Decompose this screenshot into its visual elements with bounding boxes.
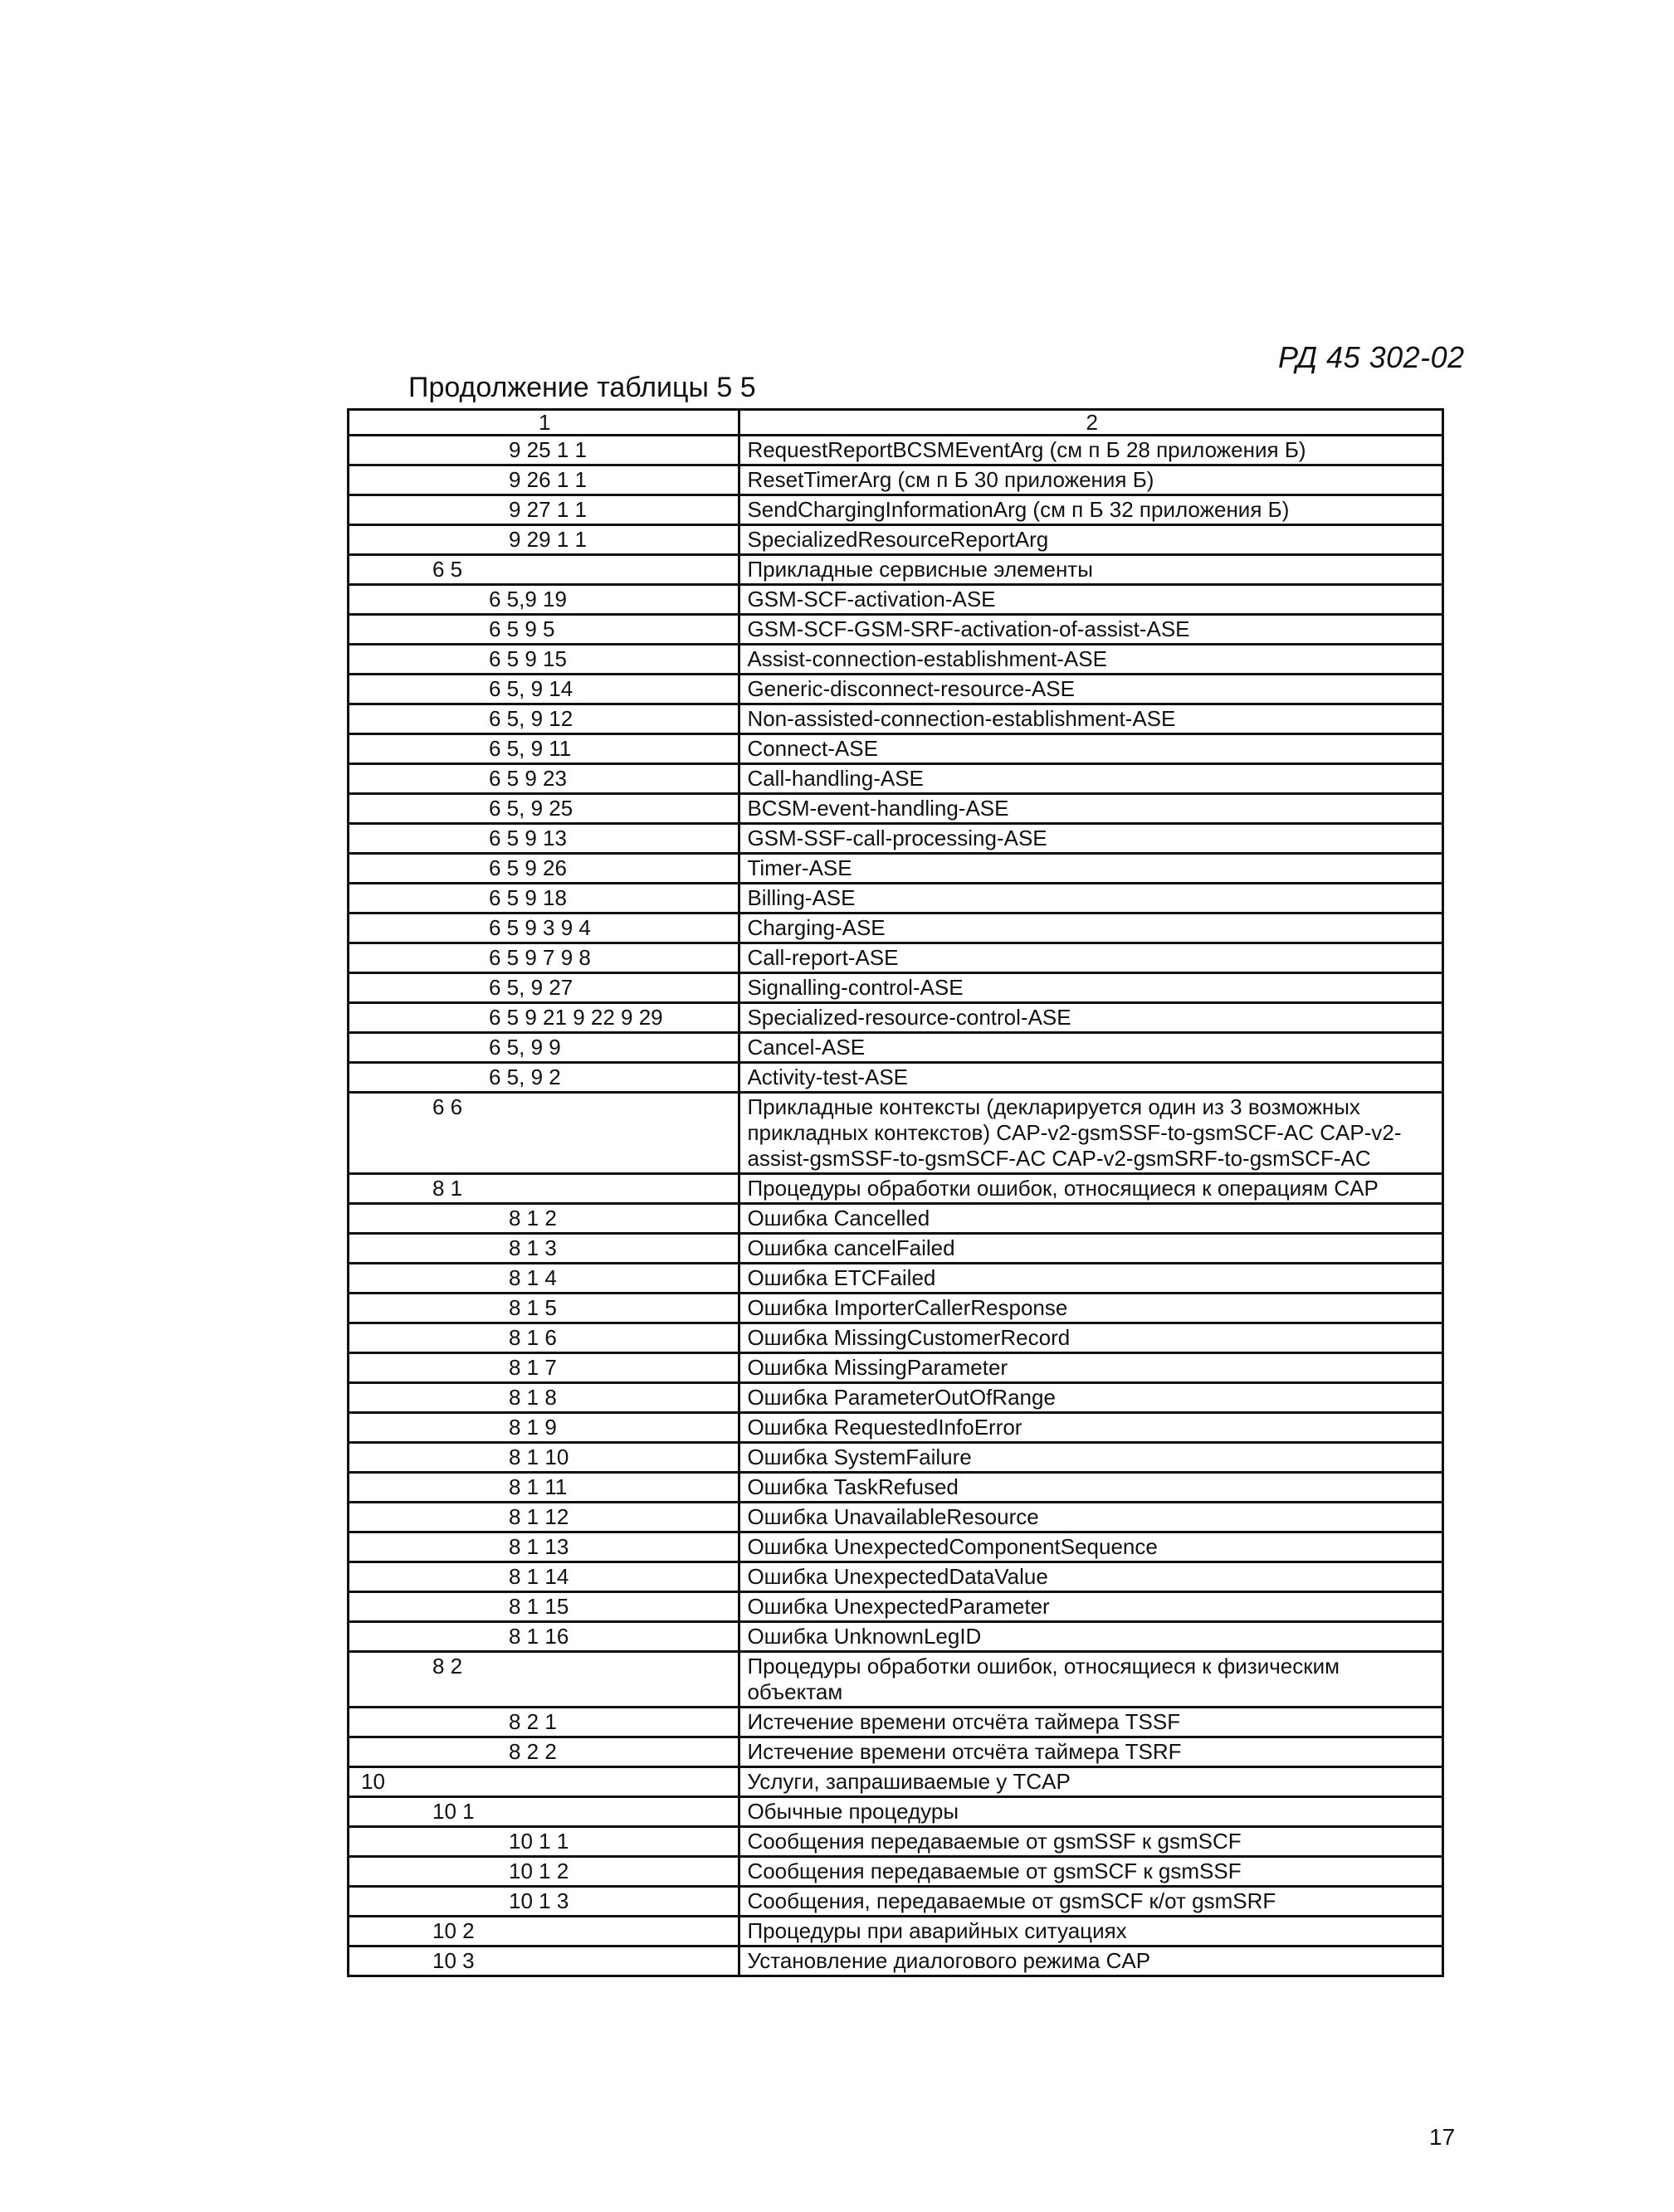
section-title: Cancel-ASE [739, 1033, 1443, 1063]
section-title: Connect-ASE [739, 734, 1443, 764]
table-row [349, 794, 1443, 824]
section-number: 6 5, 9 14 [349, 675, 739, 704]
section-title: Прикладные сервисные элементы [739, 555, 1443, 585]
column-header-2: 2 [739, 410, 1443, 436]
table-row [349, 1503, 1443, 1532]
section-number: 6 5, 9 12 [349, 704, 739, 734]
section-number: 8 1 15 [349, 1592, 739, 1622]
table-row [349, 1353, 1443, 1383]
section-title: Ошибка UnexpectedParameter [739, 1592, 1443, 1622]
section-title: Услуги, запрашиваемые у TCAP [739, 1767, 1443, 1797]
section-number: 6 5 9 3 9 4 [349, 914, 739, 943]
section-number: 6 5 [349, 555, 739, 585]
table-row [349, 1033, 1443, 1063]
table-row [349, 1562, 1443, 1592]
section-number: 8 1 2 [349, 1204, 739, 1234]
section-title: GSM-SCF-activation-ASE [739, 585, 1443, 615]
section-title: Assist-connection-establishment-ASE [739, 645, 1443, 675]
table-row [349, 973, 1443, 1003]
section-title: BCSM-event-handling-ASE [739, 794, 1443, 824]
section-number: 8 1 3 [349, 1234, 739, 1264]
section-number: 6 5 9 26 [349, 854, 739, 884]
table-row [349, 1652, 1443, 1708]
table-row [349, 1443, 1443, 1473]
section-title: Generic-disconnect-resource-ASE [739, 675, 1443, 704]
table-row [349, 914, 1443, 943]
table-row [349, 1532, 1443, 1562]
section-number: 8 1 10 [349, 1443, 739, 1473]
section-number: 8 1 6 [349, 1323, 739, 1353]
table-row [349, 1622, 1443, 1652]
section-title: Ошибка SystemFailure [739, 1443, 1443, 1473]
table-body [349, 410, 1443, 1976]
section-title: Ошибка ParameterOutOfRange [739, 1383, 1443, 1413]
table-row [349, 1063, 1443, 1093]
section-number: 6 5 9 5 [349, 615, 739, 645]
section-title: SpecializedResourceReportArg [739, 525, 1443, 555]
section-title: Ошибка RequestedInfoError [739, 1413, 1443, 1443]
section-title: Call-handling-ASE [739, 764, 1443, 794]
section-number: 8 1 11 [349, 1473, 739, 1503]
section-number: 6 6 [349, 1093, 739, 1174]
section-title: Обычные процедуры [739, 1797, 1443, 1827]
section-title: Истечение времени отсчёта таймера TSSF [739, 1708, 1443, 1737]
table-row [349, 1323, 1443, 1353]
table-row [349, 1827, 1443, 1857]
section-title: GSM-SSF-call-processing-ASE [739, 824, 1443, 854]
table-row [349, 764, 1443, 794]
table-row [349, 1003, 1443, 1033]
section-title: Specialized-resource-control-ASE [739, 1003, 1443, 1033]
section-title: Ошибка TaskRefused [739, 1473, 1443, 1503]
section-number: 6 5,9 19 [349, 585, 739, 615]
section-number: 8 2 1 [349, 1708, 739, 1737]
section-title: Истечение времени отсчёта таймера TSRF [739, 1737, 1443, 1767]
section-number: 10 1 [349, 1797, 739, 1827]
section-number: 6 5, 9 2 [349, 1063, 739, 1093]
table-row [349, 1767, 1443, 1797]
section-number: 10 1 2 [349, 1857, 739, 1887]
section-number: 6 5 9 13 [349, 824, 739, 854]
content-table [347, 408, 1444, 1977]
section-number: 6 5, 9 9 [349, 1033, 739, 1063]
section-title: Ошибка UnknownLegID [739, 1622, 1443, 1652]
section-number: 10 3 [349, 1946, 739, 1976]
table-caption: Продолжение таблицы 5 5 [408, 372, 756, 403]
table-row [349, 884, 1443, 914]
table-row [349, 1093, 1443, 1174]
section-number: 9 27 1 1 [349, 495, 739, 525]
section-number: 6 5 9 23 [349, 764, 739, 794]
section-number: 10 2 [349, 1917, 739, 1946]
table-row [349, 1946, 1443, 1976]
table-row [349, 615, 1443, 645]
section-title: Ошибка ImporterCallerResponse [739, 1294, 1443, 1323]
section-number: 10 [349, 1767, 739, 1797]
section-title: Activity-test-ASE [739, 1063, 1443, 1093]
table-row [349, 1887, 1443, 1917]
section-title: Ошибка cancelFailed [739, 1234, 1443, 1264]
table-row [349, 1737, 1443, 1767]
section-number: 6 5 9 7 9 8 [349, 943, 739, 973]
section-title: Ошибка ETCFailed [739, 1264, 1443, 1294]
section-number: 6 5 9 21 9 22 9 29 [349, 1003, 739, 1033]
section-title: Ошибка UnexpectedComponentSequence [739, 1532, 1443, 1562]
section-number: 8 1 16 [349, 1622, 739, 1652]
table-row [349, 675, 1443, 704]
document-code: РД 45 302-02 [1278, 340, 1465, 374]
section-number: 6 5, 9 25 [349, 794, 739, 824]
table-row [349, 824, 1443, 854]
table-row [349, 645, 1443, 675]
section-title: Non-assisted-connection-establishment-ASE [739, 704, 1443, 734]
table-row [349, 1857, 1443, 1887]
section-title: Процедуры обработки ошибок, относящиеся к физическим объектам [739, 1652, 1443, 1708]
section-number: 8 1 12 [349, 1503, 739, 1532]
section-title: Signalling-control-ASE [739, 973, 1443, 1003]
section-title: Charging-ASE [739, 914, 1443, 943]
table-row [349, 1383, 1443, 1413]
section-number: 10 1 3 [349, 1887, 739, 1917]
table-row [349, 1234, 1443, 1264]
section-title: Ошибка Cancelled [739, 1204, 1443, 1234]
table-row [349, 734, 1443, 764]
table-row [349, 585, 1443, 615]
section-title: Установление диалогового режима CAP [739, 1946, 1443, 1976]
section-title: Прикладные контексты (декларируется один из 3 возможных прикладных контекстов) CAP-v2-gsmSSF-to-gsmSCF-AC CAP-v2-assist-gsmSSF-to-gsmSCF-AC CAP-v2-gsmSRF-to-gsmSCF-AC [739, 1093, 1443, 1174]
table-row [349, 1294, 1443, 1323]
section-number: 9 29 1 1 [349, 525, 739, 555]
section-number: 6 5 9 15 [349, 645, 739, 675]
column-header-1: 1 [349, 410, 739, 436]
table-row [349, 1413, 1443, 1443]
section-title: Сообщения, передаваемые от gsmSCF к/от gsmSRF [739, 1887, 1443, 1917]
section-number: 8 2 [349, 1652, 739, 1708]
section-title: Сообщения передаваемые от gsmSCF к gsmSSF [739, 1857, 1443, 1887]
page-number: 17 [1429, 2124, 1456, 2150]
section-number: 6 5 9 18 [349, 884, 739, 914]
table-row [349, 1917, 1443, 1946]
table-row [349, 1708, 1443, 1737]
section-title: RequestReportBCSMEventArg (см п Б 28 приложения Б) [739, 436, 1443, 465]
section-number: 9 26 1 1 [349, 465, 739, 495]
table-header-row [349, 410, 1443, 436]
table-row [349, 854, 1443, 884]
section-title: GSM-SCF-GSM-SRF-activation-of-assist-ASE [739, 615, 1443, 645]
section-title: Процедуры при аварийных ситуациях [739, 1917, 1443, 1946]
table-row [349, 555, 1443, 585]
section-title: Call-report-ASE [739, 943, 1443, 973]
section-number: 9 25 1 1 [349, 436, 739, 465]
table-row [349, 436, 1443, 465]
section-title: Billing-ASE [739, 884, 1443, 914]
section-number: 8 1 14 [349, 1562, 739, 1592]
section-title: Ошибка MissingCustomerRecord [739, 1323, 1443, 1353]
table-row [349, 495, 1443, 525]
table-row [349, 1174, 1443, 1204]
table-row [349, 943, 1443, 973]
section-number: 8 1 7 [349, 1353, 739, 1383]
section-number: 10 1 1 [349, 1827, 739, 1857]
section-number: 8 2 2 [349, 1737, 739, 1767]
section-title: Процедуры обработки ошибок, относящиеся к операциям CAP [739, 1174, 1443, 1204]
table-row [349, 1264, 1443, 1294]
section-number: 8 1 5 [349, 1294, 739, 1323]
table-row [349, 1592, 1443, 1622]
section-title: Ошибка MissingParameter [739, 1353, 1443, 1383]
table-row [349, 525, 1443, 555]
section-number: 8 1 4 [349, 1264, 739, 1294]
section-number: 8 1 [349, 1174, 739, 1204]
section-title: Ошибка UnexpectedDataValue [739, 1562, 1443, 1592]
section-title: Сообщения передаваемые от gsmSSF к gsmSCF [739, 1827, 1443, 1857]
section-title: SendChargingInformationArg (см п Б 32 приложения Б) [739, 495, 1443, 525]
table-row [349, 1473, 1443, 1503]
section-number: 8 1 8 [349, 1383, 739, 1413]
section-number: 6 5, 9 11 [349, 734, 739, 764]
section-number: 6 5, 9 27 [349, 973, 739, 1003]
section-number: 8 1 13 [349, 1532, 739, 1562]
section-title: ResetTimerArg (см п Б 30 приложения Б) [739, 465, 1443, 495]
table-row [349, 704, 1443, 734]
table-row [349, 465, 1443, 495]
table-row [349, 1204, 1443, 1234]
section-title: Ошибка UnavailableResource [739, 1503, 1443, 1532]
section-number: 8 1 9 [349, 1413, 739, 1443]
section-title: Timer-ASE [739, 854, 1443, 884]
table-row [349, 1797, 1443, 1827]
